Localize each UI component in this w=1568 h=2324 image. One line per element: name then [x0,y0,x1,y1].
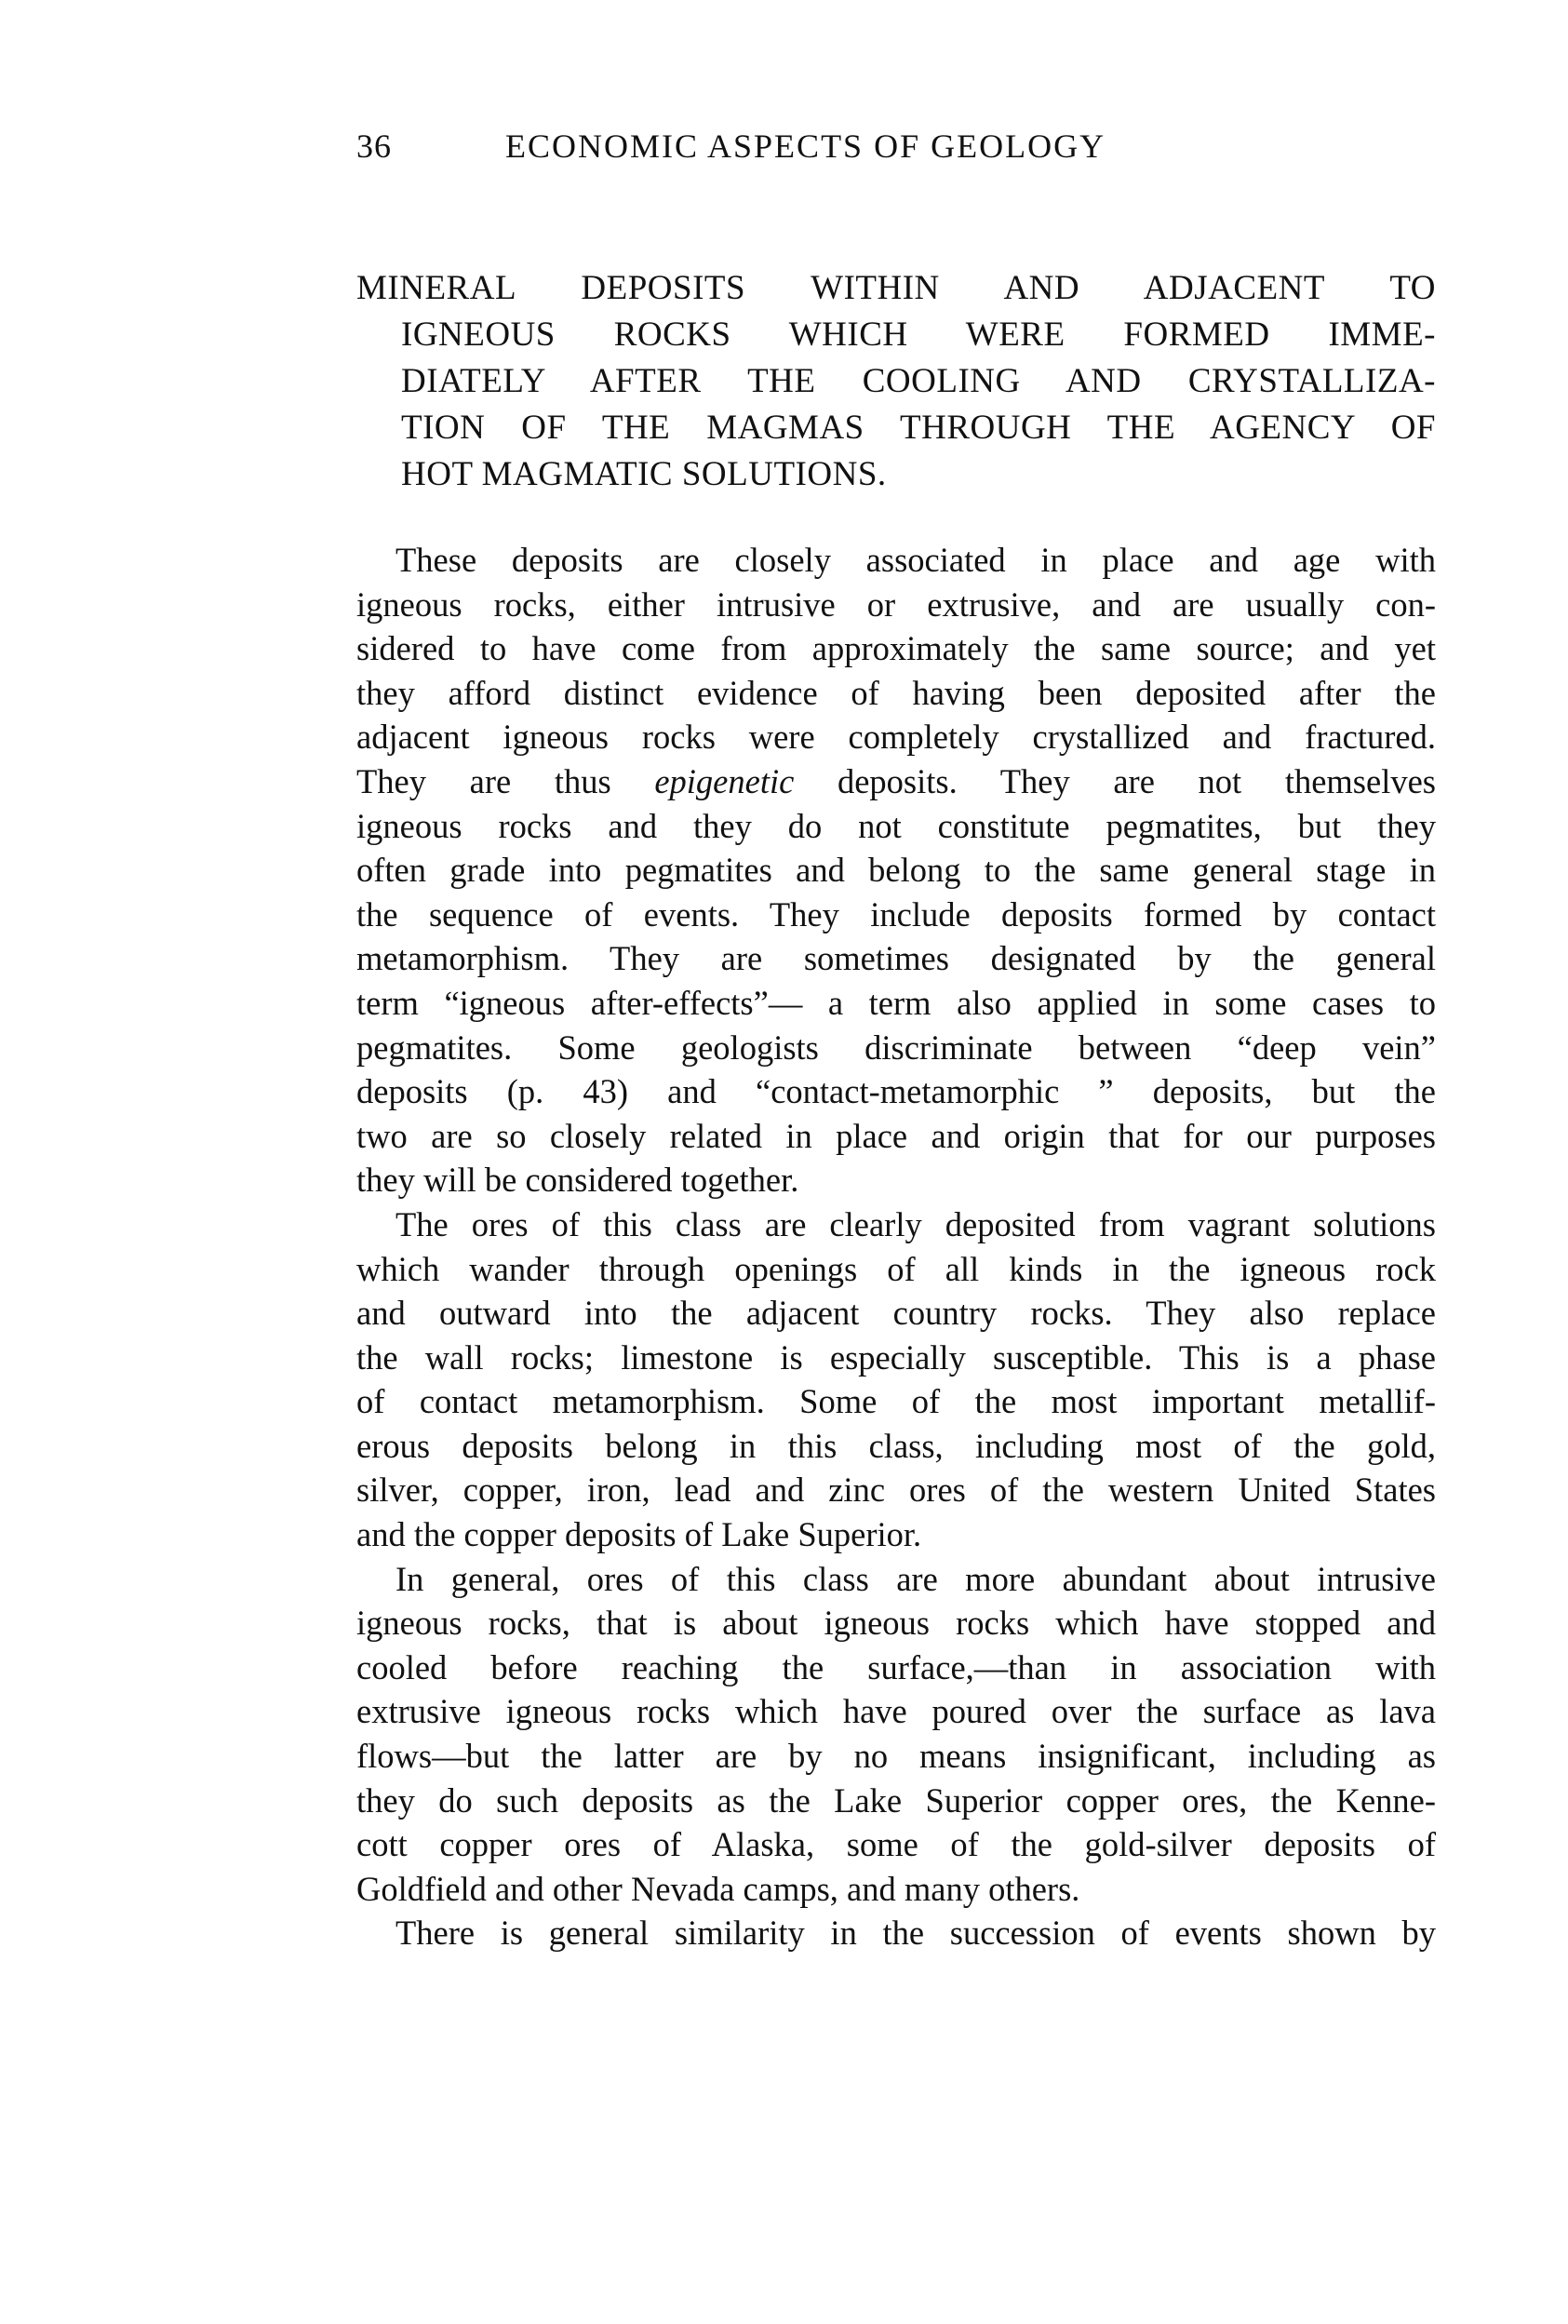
text-line: the wall rocks; limestone is especially susceptible. This is a phase [356,1337,1436,1377]
paragraph-4 [356,1911,1436,1955]
section-heading [356,265,1436,498]
text-line: In general, ores of this class are more abundant about intrusive [395,1559,1436,1598]
text-run: deposits. They are not themselves [794,761,1436,800]
text-line: deposits (p. 43) and “contact-metamorphic ” deposits, but the [356,1072,1436,1111]
text-line: igneous rocks, either intrusive or extrusive, and are usually con- [356,584,1436,624]
text-line: flows—but the latter are by no means insignificant, including as [356,1737,1436,1776]
paragraph-2 [356,1202,1436,1557]
text-line: adjacent igneous rocks were completely crystallized and fractured. [356,718,1436,757]
heading-line: MINERAL DEPOSITS WITHIN AND ADJACENT TO [356,269,1436,307]
heading-line: IGNEOUS ROCKS WHICH WERE FORMED IMME- [401,316,1436,354]
text-line: erous deposits belong in this class, including most of the gold, [356,1426,1436,1465]
running-title: ECONOMIC ASPECTS OF GEOLOGY [505,128,1106,165]
text-line: of contact metamorphism. Some of the most important metallif- [356,1382,1436,1421]
text-line: often grade into pegmatites and belong to the same general stage in [356,851,1436,890]
text-line: There is general similarity in the succession of events shown by [395,1914,1436,1953]
text-line: they afford distinct evidence of having been deposited after the [356,673,1436,712]
text-line: metamorphism. They are sometimes designated by the general [356,939,1436,978]
text-line: cooled before reaching the surface,—than in association with [356,1647,1436,1686]
heading-line: DIATELY AFTER THE COOLING AND CRYSTALLIZA- [401,362,1436,400]
body-text [356,538,1436,1955]
running-header [356,127,1436,164]
text-line: The ores of this class are clearly deposited from vagrant solutions [395,1204,1436,1243]
text-line: and the copper deposits of Lake Superior. [356,1515,922,1554]
text-line: Goldfield and other Nevada camps, and many others. [356,1869,1080,1908]
italic-term-epigenetic: epigenetic [654,761,795,800]
paragraph-3 [356,1557,1436,1912]
text-line: extrusive igneous rocks which have poured over the surface as lava [356,1692,1436,1731]
text-line: which wander through openings of all kinds in the igneous rock [356,1249,1436,1288]
text-line: These deposits are closely associated in place and age with [395,541,1436,579]
page-number: 36 [356,128,392,165]
text-line: two are so closely related in place and origin that for our purposes [356,1116,1436,1155]
text-line-with-italic [356,759,1436,804]
heading-line: HOT MAGMATIC SOLUTIONS. [401,455,887,493]
paragraph-1 [356,538,1436,1202]
text-line: they do such deposits as the Lake Superior copper ores, the Kenne- [356,1780,1436,1820]
text-line: igneous rocks, that is about igneous rocks which have stopped and [356,1604,1436,1643]
text-line: cott copper ores of Alaska, some of the gold-silver deposits of [356,1825,1436,1864]
text-line: sidered to have come from approximately the same source; and yet [356,629,1436,668]
text-line: term “igneous after-effects”— a term also applied in some cases to [356,983,1436,1022]
text-line: the sequence of events. They include deposits formed by contact [356,894,1436,934]
heading-line: TION OF THE MAGMAS THROUGH THE AGENCY OF [401,409,1436,447]
text-line: igneous rocks and they do not constitute pegmatites, but they [356,806,1436,845]
text-run: They are thus [356,761,655,800]
text-line: they will be considered together. [356,1161,799,1200]
text-line: and outward into the adjacent country rocks. They also replace [356,1294,1436,1333]
text-line: pegmatites. Some geologists discriminate between “deep vein” [356,1028,1436,1067]
text-line: silver, copper, iron, lead and zinc ores of the western United States [356,1471,1436,1510]
